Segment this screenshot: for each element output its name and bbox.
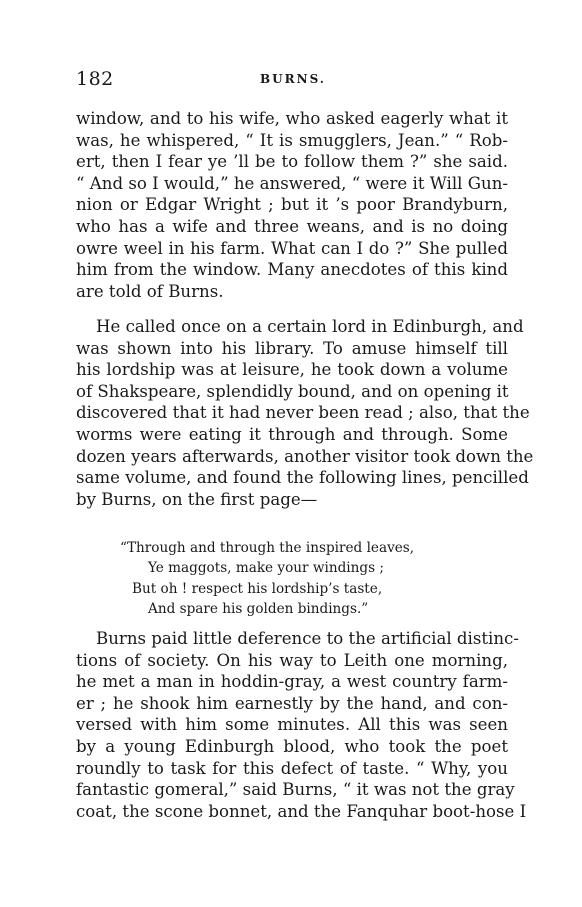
text-line: was, he whispered, “ It is smugglers, Jean.” “ Rob- [76, 130, 508, 150]
poem-quote [76, 538, 508, 620]
text-line: window, and to his wife, who asked eagerly what it [76, 109, 508, 128]
text-line: “ And so I would,” he answered, “ were it Will Gun- [76, 173, 508, 193]
text-line: him from the window. Many anecdotes of this kind [76, 260, 508, 280]
text-line: coat, the scone bonnet, and the Fanquhar boot-hose I [76, 801, 527, 821]
text-line: by Burns, on the first page— [76, 489, 318, 509]
page-header [76, 68, 510, 98]
poem-line: “Through and through the inspired leaves, [120, 540, 415, 556]
paragraph-3 [76, 628, 527, 822]
text-line: roundly to task for this defect of taste. “ Why, you [76, 758, 508, 778]
text-line: er ; he shook him earnestly by the hand, and con- [76, 693, 508, 713]
text-line: Burns paid little deference to the artificial distinc- [96, 629, 519, 648]
text-line: who has a wife and three weans, and is no doing [76, 216, 508, 236]
paragraph-2 [76, 316, 534, 510]
text-line: fantastic gomeral,” said Burns, “ it was not the gray [76, 780, 515, 800]
text-line: owre weel in his farm. What can I do ?” She pulled [76, 238, 508, 258]
text-line: worms were eating it through and through. Some [76, 424, 508, 444]
text-line: of Shakspeare, splendidly bound, and on opening it [76, 381, 509, 401]
poem-line: Ye maggots, make your windings ; [148, 560, 384, 577]
poem-line: But oh ! respect his lordship’s taste, [132, 580, 383, 597]
text-line: nion or Edgar Wright ; but it ’s poor Brandyburn, [76, 195, 508, 215]
text-line: discovered that it had never been read ; also, that the [76, 403, 530, 423]
text-line: he met a man in hoddin-gray, a west country farm- [76, 672, 508, 692]
text-line: He called once on a certain lord in Edinburgh, and [96, 317, 524, 336]
text-line: same volume, and found the following lines, pencilled [76, 468, 529, 488]
text-line: tions of society. On his way to Leith one morning, [76, 650, 508, 670]
page-number: 182 [76, 68, 114, 90]
text-line: dozen years afterwards, another visitor took down the [76, 446, 534, 466]
text-line: by a young Edinburgh blood, who took the poet [76, 736, 508, 756]
poem-line: And spare his golden bindings.” [148, 601, 369, 618]
text-line: ert, then I fear ye ’ll be to follow them ?” she said. [76, 152, 508, 172]
running-head: BURNS. [260, 72, 326, 86]
text-line: versed with him some minutes. All this was seen [76, 715, 508, 735]
text-line: his lordship was at leisure, he took down a volume [76, 360, 508, 380]
text-line: are told of Burns. [76, 281, 224, 301]
paragraph-1 [76, 108, 508, 302]
text-line: was shown into his library. To amuse himself till [76, 338, 508, 358]
